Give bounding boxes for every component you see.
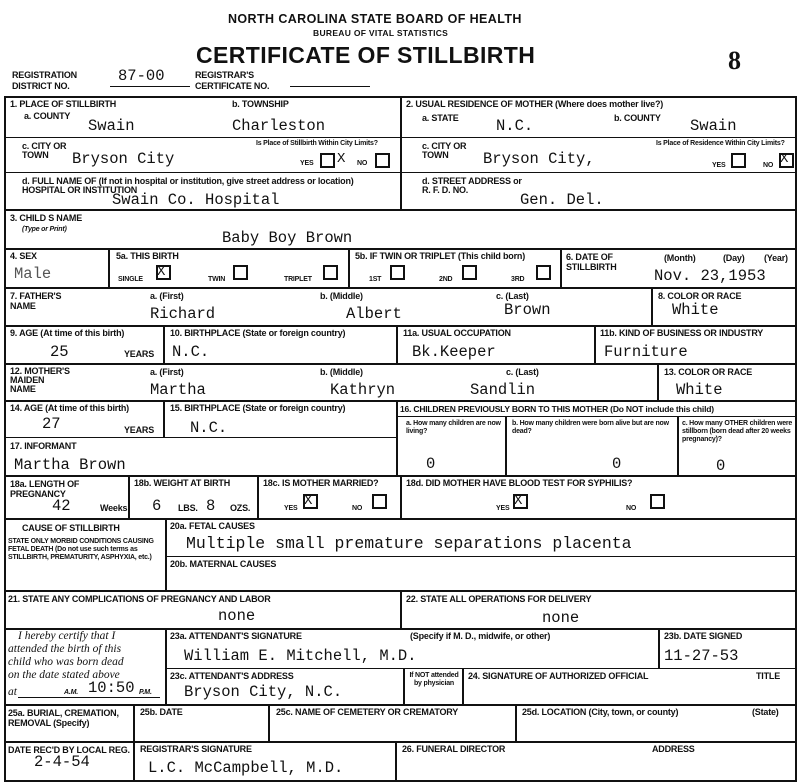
- residence-city-label: c. CITY OR TOWN: [422, 141, 467, 160]
- mother-birthplace-value: N.C.: [190, 419, 228, 437]
- place-within-limits-label: Is Place of Stillbirth Within City Limits?: [256, 140, 378, 147]
- mother-color-value: White: [676, 381, 723, 399]
- residence-street-value: Gen. Del.: [520, 191, 604, 209]
- single-label: SINGLE: [118, 276, 143, 283]
- place-city-label: c. CITY OR TOWN: [22, 141, 67, 160]
- cause-note: STATE ONLY MORBID CONDITIONS CAUSING FETAL DEATH (Do not use such terms as STILLBIRTH, PREMATURITY, ASPHYXIA, etc.): [8, 538, 154, 561]
- syphilis-no-checkbox[interactable]: [650, 494, 665, 509]
- cause-label: CAUSE OF STILLBIRTH: [22, 523, 120, 533]
- burial-date-label: 25b. DATE: [140, 707, 183, 717]
- fetal-causes-label: 20a. FETAL CAUSES: [170, 521, 255, 531]
- syphilis-yes-label: YES: [496, 505, 510, 512]
- residence-city-value: Bryson City,: [483, 150, 595, 168]
- mother-years-label: YEARS: [124, 425, 155, 435]
- sex-label: 4. SEX: [10, 251, 37, 261]
- sex-value: Male: [14, 265, 52, 283]
- mother-birthplace-label: 15. BIRTHPLACE (State or foreign country): [170, 403, 346, 413]
- attendant-signature-label: 23a. ATTENDANT'S SIGNATURE: [170, 631, 302, 641]
- twin-label: TWIN: [208, 276, 226, 283]
- place-within-no-checkbox[interactable]: [375, 153, 390, 168]
- residence-county-value: Swain: [690, 117, 737, 135]
- date-signed-label: 23b. DATE SIGNED: [664, 631, 743, 641]
- bureau-name: BUREAU OF VITAL STATISTICS: [313, 28, 449, 38]
- twin-triplet-label: 5b. IF TWIN OR TRIPLET (This child born): [355, 251, 525, 261]
- father-color-label: 8. COLOR OR RACE: [658, 291, 742, 301]
- funeral-address-label: ADDRESS: [652, 744, 695, 754]
- syphilis-label: 18d. DID MOTHER HAVE BLOOD TEST FOR SYPHILIS?: [406, 478, 633, 488]
- residence-within-no-mark: X: [780, 151, 789, 167]
- father-birthplace-label: 10. BIRTHPLACE (State or foreign country): [170, 328, 346, 338]
- place-township-label: b. TOWNSHIP: [232, 99, 289, 109]
- operations-label: 22. STATE ALL OPERATIONS FOR DELIVERY: [406, 594, 592, 604]
- residence-state-label: a. STATE: [422, 113, 459, 123]
- second-born-label: 2ND: [439, 276, 453, 283]
- father-first-value: Richard: [150, 305, 216, 323]
- stillbirth-date-label: 6. DATE OF STILLBIRTH: [566, 252, 617, 272]
- third-born-label: 3RD: [511, 276, 525, 283]
- cert-line-3: child who was born dead: [8, 656, 124, 668]
- father-first-label: a. (First): [150, 291, 184, 301]
- complications-value: none: [218, 607, 256, 625]
- place-county-label: a. COUNTY: [24, 111, 71, 121]
- syphilis-yes-mark: X: [514, 493, 523, 509]
- location-state-label: (State): [752, 707, 779, 717]
- child-name-value: Baby Boy Brown: [222, 229, 353, 247]
- father-years-label: YEARS: [124, 349, 155, 359]
- residence-within-limits-label: Is Place of Residence Within City Limits?: [656, 140, 785, 147]
- pregnancy-length-value: 42: [52, 497, 71, 515]
- father-occupation-label: 11a. USUAL OCCUPATION: [403, 328, 511, 338]
- residence-section-label: 2. USUAL RESIDENCE OF MOTHER (Where does mother live?): [406, 99, 664, 109]
- date-received-label: DATE REC'D BY LOCAL REG.: [8, 745, 130, 755]
- cert-line-4: on the date stated above: [8, 669, 120, 681]
- cert-line-1: I hereby certify that I: [18, 630, 116, 642]
- cert-line-2: attended the birth of this: [8, 643, 122, 655]
- maternal-causes-label: 20b. MATERNAL CAUSES: [170, 559, 277, 569]
- married-no-label: NO: [352, 505, 363, 512]
- burial-label: 25a. BURIAL, CREMATION, REMOVAL (Specify): [8, 708, 119, 728]
- place-hospital-value: Swain Co. Hospital: [112, 191, 280, 209]
- mother-first-value: Martha: [150, 381, 206, 399]
- time-value: 10:50: [88, 679, 135, 697]
- month-label: (Month): [664, 253, 696, 263]
- father-age-value: 25: [50, 343, 69, 361]
- father-last-value: Brown: [504, 301, 551, 319]
- place-no-label: NO: [357, 160, 368, 167]
- mother-last-label: c. (Last): [506, 367, 539, 377]
- mother-middle-value: Kathryn: [330, 381, 396, 399]
- father-middle-value: Albert: [346, 305, 402, 323]
- child-name-label: 3. CHILD S NAME: [10, 213, 83, 223]
- triplet-label: TRIPLET: [284, 276, 312, 283]
- father-last-label: c. (Last): [496, 291, 529, 301]
- not-attended-label: If NOT attended by physician: [409, 672, 459, 687]
- mother-color-label: 13. COLOR OR RACE: [664, 367, 753, 377]
- pregnancy-length-label: 18a. LENGTH OF PREGNANCY: [10, 479, 80, 499]
- residence-county-label: b. COUNTY: [614, 113, 661, 123]
- place-hospital-label: d. FULL NAME OF (If not in hospital or institution, give street address or location) HOSPITAL OR INSTITUTION: [22, 176, 354, 195]
- mother-age-label: 14. AGE (At time of this birth): [10, 403, 129, 413]
- reg-district-value: 87-00: [118, 67, 165, 85]
- father-name-label: 7. FATHER'S NAME: [10, 291, 62, 311]
- place-city-value: Bryson City: [72, 150, 175, 168]
- mother-name-label: 12. MOTHER'S MAIDEN NAME: [10, 366, 70, 394]
- date-received-value: 2-4-54: [34, 753, 90, 771]
- place-county-value: Swain: [88, 117, 135, 135]
- stillbirth-date-value: Nov. 23,1953: [654, 267, 766, 285]
- children-section-label: 16. CHILDREN PREVIOUSLY BORN TO THIS MOTHER (Do NOT include this child): [400, 404, 714, 414]
- cert-line-5: at: [8, 686, 17, 698]
- attendant-address-label: 23c. ATTENDANT'S ADDRESS: [170, 671, 294, 681]
- informant-value: Martha Brown: [14, 456, 126, 474]
- place-township-value: Charleston: [232, 117, 326, 135]
- fetal-causes-value: Multiple small premature separations placenta: [186, 534, 632, 553]
- funeral-director-label: 26. FUNERAL DIRECTOR: [402, 744, 506, 754]
- year-label: (Year): [764, 253, 788, 263]
- pm-label: P.M.: [139, 689, 152, 696]
- specify-label: (Specify if M. D., midwife, or other): [410, 631, 551, 641]
- board-name: NORTH CAROLINA STATE BOARD OF HEALTH: [228, 12, 522, 26]
- residence-street-label: d. STREET ADDRESS or R. F. D. NO.: [422, 176, 522, 195]
- third-born-checkbox[interactable]: [536, 265, 551, 280]
- child-name-hint: (Type or Print): [22, 226, 67, 233]
- cemetery-label: 25c. NAME OF CEMETERY OR CREMATORY: [276, 707, 459, 717]
- single-mark: X: [157, 264, 166, 280]
- informant-label: 17. INFORMANT: [10, 441, 77, 451]
- married-no-checkbox[interactable]: [372, 494, 387, 509]
- married-yes-label: YES: [284, 505, 298, 512]
- father-birthplace-value: N.C.: [172, 343, 210, 361]
- triplet-checkbox[interactable]: [323, 265, 338, 280]
- page-number: 8: [728, 46, 741, 75]
- twin-checkbox[interactable]: [233, 265, 248, 280]
- residence-no-label: NO: [763, 162, 774, 169]
- location-label: 25d. LOCATION (City, town, or county): [522, 707, 679, 717]
- children-living-value: 0: [426, 455, 436, 473]
- residence-state-value: N.C.: [496, 117, 534, 135]
- mother-first-label: a. (First): [150, 367, 184, 377]
- father-color-value: White: [672, 301, 719, 319]
- mother-last-value: Sandlin: [470, 381, 536, 399]
- day-label: (Day): [723, 253, 745, 263]
- date-signed-value: 11-27-53: [664, 647, 739, 665]
- registrar-signature-value: L.C. McCampbell, M.D.: [148, 759, 344, 777]
- registrar-signature-label: REGISTRAR'S SIGNATURE: [140, 744, 252, 754]
- place-yes-label: YES: [300, 160, 314, 167]
- father-business-label: 11b. KIND OF BUSINESS OR INDUSTRY: [600, 328, 764, 338]
- children-stillborn-label: c. How many OTHER children were stillborn (born dead after 20 weeks pregnancy)?: [682, 420, 793, 443]
- weight-ozs-value: 8: [206, 497, 216, 515]
- form-title: CERTIFICATE OF STILLBIRTH: [196, 42, 536, 68]
- authorized-official-label: 24. SIGNATURE OF AUTHORIZED OFFICIAL: [468, 671, 649, 681]
- this-birth-label: 5a. THIS BIRTH: [116, 251, 179, 261]
- second-born-checkbox[interactable]: [462, 265, 477, 280]
- mother-middle-label: b. (Middle): [320, 367, 363, 377]
- weight-label: 18b. WEIGHT AT BIRTH: [134, 478, 230, 488]
- title-label: TITLE: [756, 671, 780, 681]
- operations-value: none: [542, 609, 580, 627]
- first-born-label: 1ST: [369, 276, 382, 283]
- syphilis-no-label: NO: [626, 505, 637, 512]
- weeks-label: Weeks: [100, 503, 128, 513]
- father-business-value: Furniture: [604, 343, 688, 361]
- children-dead-value: 0: [612, 455, 622, 473]
- children-dead-label: b. How many children were born alive but are now dead?: [512, 420, 669, 435]
- father-occupation-value: Bk.Keeper: [412, 343, 496, 361]
- children-stillborn-value: 0: [716, 457, 726, 475]
- complications-label: 21. STATE ANY COMPLICATIONS OF PREGNANCY AND LABOR: [8, 594, 271, 604]
- place-section-label: 1. PLACE OF STILLBIRTH: [10, 99, 117, 109]
- ozs-label: OZS.: [230, 503, 251, 513]
- am-label: A.M.: [64, 689, 78, 696]
- residence-yes-label: YES: [712, 162, 726, 169]
- residence-within-yes-checkbox[interactable]: [731, 153, 746, 168]
- attendant-signature-value: William E. Mitchell, M.D.: [184, 647, 417, 665]
- father-middle-label: b. (Middle): [320, 291, 363, 301]
- children-living-label: a. How many children are now living?: [406, 420, 501, 435]
- place-within-yes-mark: X: [337, 151, 346, 167]
- married-label: 18c. IS MOTHER MARRIED?: [263, 478, 379, 488]
- father-age-label: 9. AGE (At time of this birth): [10, 328, 125, 338]
- lbs-label: LBS.: [178, 503, 198, 513]
- registrar-cert-label: REGISTRAR'S CERTIFICATE NO.: [195, 70, 270, 91]
- mother-age-value: 27: [42, 415, 61, 433]
- married-yes-mark: X: [304, 493, 313, 509]
- attendant-address-value: Bryson City, N.C.: [184, 683, 343, 701]
- reg-district-label: REGISTRATION DISTRICT NO.: [12, 70, 77, 91]
- weight-lbs-value: 6: [152, 497, 162, 515]
- place-within-yes-checkbox[interactable]: [320, 153, 335, 168]
- first-born-checkbox[interactable]: [390, 265, 405, 280]
